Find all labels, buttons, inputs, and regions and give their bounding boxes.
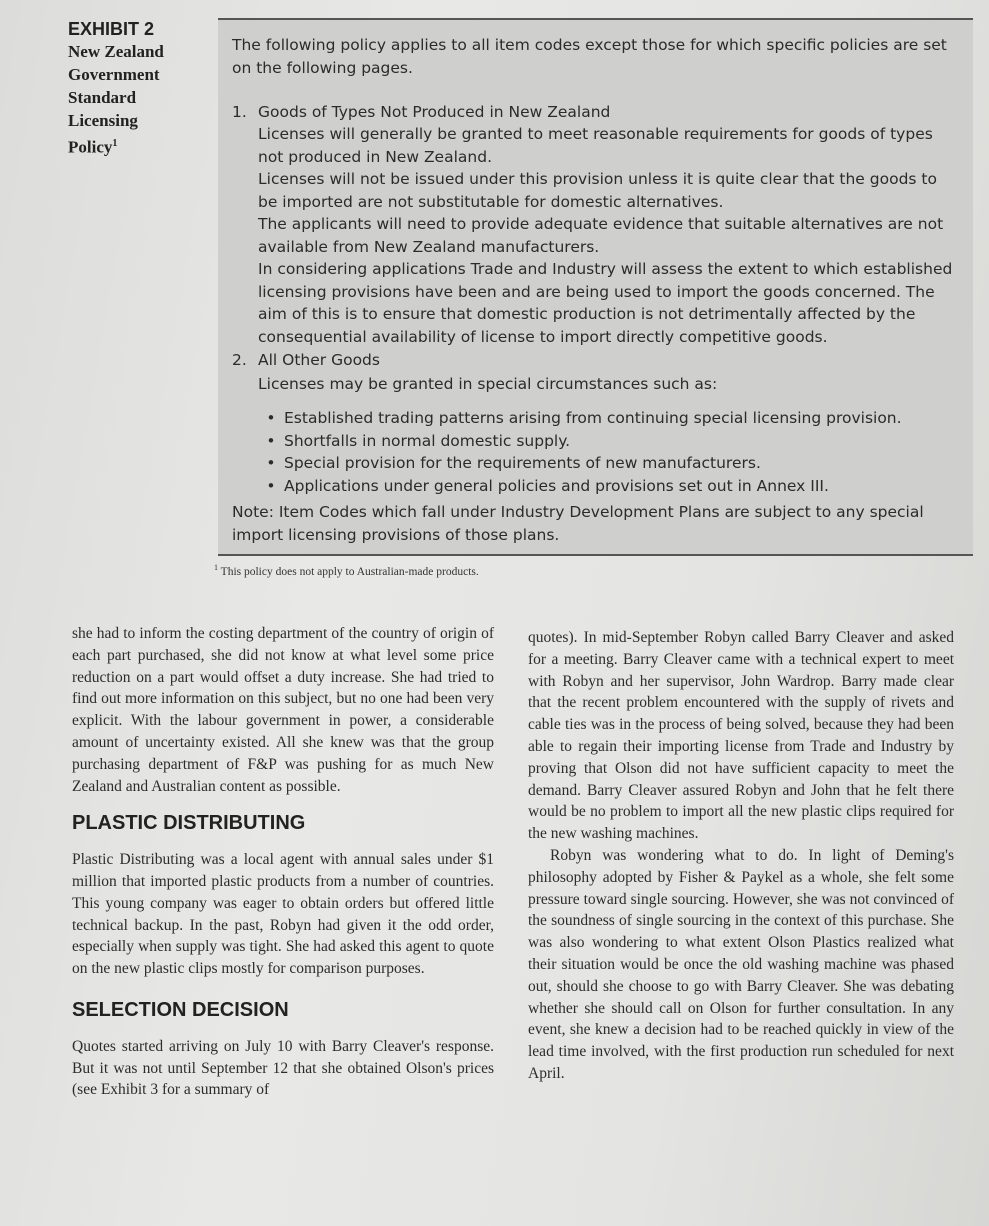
right-paragraph-1: quotes). In mid-September Robyn called Barry Cleaver and asked for a meeting. Barry Cleaver came with a technical expert to meet with Robyn and her supervisor, John Wardrop. Barry made clear that the recent problem encountered with the supply of rivets and cable ties was in the process of being solved, because they had been able to regain their importing license from Trade and Industry by proving that Olson did not have sufficient capacity to meet the demand. Barry Cleaver assured Robyn and John that he felt there would be no problem to import all the new plastic clips required for the new washing machines. bbox=[528, 629, 954, 843]
policy-box bbox=[218, 18, 973, 556]
exhibit-footnote-marker: 1 bbox=[112, 138, 118, 149]
policy-item-1-para-2: Licenses will not be issued under this provision unless it is quite clear that the goods to be imported are not substitutable for domestic alternatives. bbox=[258, 170, 937, 211]
selection-decision-paragraph: Quotes started arriving on July 10 with Barry Cleaver's response. But it was not until September 12 that she obtained Olson's prices (see Exhibit 3 for a summary of bbox=[72, 1037, 494, 1099]
plastic-distributing-paragraph: Plastic Distributing was a local agent with annual sales under $1 million that imported plastic products from a number of countries. This young company was eager to obtain orders but offered little technical backup. In the past, Robyn had given it the odd order, especially when supply was tight. She had asked this agent to quote on the new plastic clips mostly for comparison purposes. bbox=[72, 851, 494, 978]
policy-bullet bbox=[258, 407, 958, 430]
policy-bullet-text: Established trading patterns arising from continuing special licensing provision. bbox=[284, 409, 902, 427]
left-paragraph-continued: she had to inform the costing department of the country of origin of each part purchased, she did not know at what level some price reduction on a part would offset a duty increase. She had tried to find out more information on this subject, but no one had been very explicit. With the labour government in power, a considerable amount of uncertainty existed. All she knew was that the group purchasing department of F&P was pushing for as much New Zealand and Australian content as possible. bbox=[72, 625, 494, 795]
footnote-text: This policy does not apply to Australian-made products. bbox=[220, 565, 479, 578]
bullet-icon: • bbox=[266, 454, 276, 472]
bullet-icon: • bbox=[266, 476, 276, 495]
right-paragraph-2: Robyn was wondering what to do. In light of Deming's philosophy adopted by Fisher & Paykel as a whole, she felt some pressure toward single sourcing. However, she was not convinced of the soundness of single sourcing in the context of this purchase. She was also wondering to what extent Olson Plastics realized what their situation would be once the old washing machine was phased out, should she choose to go with Barry Cleaver. She was debating whether she should call on Olson for further consultation. In any event, she knew a decision had to be reached quickly in view of the lead time involved, with the first production run scheduled for next April. bbox=[528, 846, 954, 1082]
policy-intro: The following policy applies to all item codes except those for which specific policies are set on the following pages. bbox=[232, 36, 947, 77]
policy-item-1-title: Goods of Types Not Produced in New Zealand bbox=[258, 103, 611, 121]
right-column bbox=[528, 627, 954, 1085]
exhibit-number: EXHIBIT 2 bbox=[68, 19, 155, 39]
policy-bullet-list bbox=[258, 407, 958, 497]
exhibit-title bbox=[68, 40, 208, 159]
left-column bbox=[72, 623, 494, 1101]
policy-item-1-para-1: Licenses will generally be granted to meet reasonable requirements for goods of types not produced in New Zealand. bbox=[258, 125, 933, 166]
policy-bullet-text: Special provision for the requirements of new manufacturers. bbox=[284, 454, 761, 472]
policy-item-1-para-3: The applicants will need to provide adequate evidence that suitable alternatives are not available from New Zealand manufacturers. bbox=[258, 215, 944, 256]
heading-selection-decision: SELECTION DECISION bbox=[72, 998, 289, 1021]
policy-note: Note: Item Codes which fall under Industry Development Plans are subject to any special import licensing provisions of those plans. bbox=[232, 503, 924, 544]
policy-item-2-title: All Other Goods bbox=[258, 351, 380, 369]
bullet-icon: • bbox=[266, 431, 276, 450]
policy-item-2-intro: Licenses may be granted in special circumstances such as: bbox=[258, 375, 718, 393]
bullet-icon: • bbox=[266, 409, 276, 427]
exhibit-label bbox=[68, 18, 208, 159]
policy-bullet bbox=[258, 475, 958, 498]
policy-bullet bbox=[258, 452, 958, 475]
policy-item-2-heading bbox=[232, 349, 952, 372]
policy-item-2-number: 2. bbox=[232, 351, 247, 369]
policy-item-1-para-4: In considering applications Trade and Industry will assess the extent to which established licensing provisions have been and are being used to import the goods concerned. The aim of this is to ensure that domestic production is not detrimentally affected by the consequential availability of license to import directly competitive goods. bbox=[258, 260, 953, 346]
exhibit-title-text: New Zealand Government Standard Licensing Policy bbox=[68, 42, 164, 157]
policy-item-1-number: 1. bbox=[232, 103, 247, 121]
policy-bullet-text: Applications under general policies and provisions set out in Annex III. bbox=[284, 476, 829, 495]
policy-bullet bbox=[258, 430, 958, 453]
footnote bbox=[214, 563, 479, 578]
heading-plastic-distributing: PLASTIC DISTRIBUTING bbox=[72, 812, 306, 835]
policy-bullet-text: Shortfalls in normal domestic supply. bbox=[284, 431, 571, 450]
policy-item-1-heading bbox=[232, 101, 952, 124]
footnote-marker: 1 bbox=[214, 563, 218, 572]
